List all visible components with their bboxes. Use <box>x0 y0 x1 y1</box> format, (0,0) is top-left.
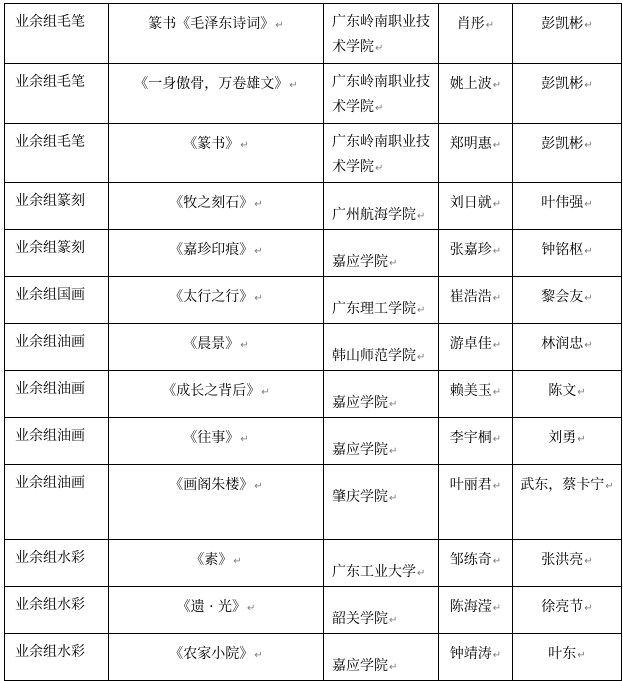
student-name-cell-text: 邹练奇 <box>449 552 492 568</box>
category-cell <box>5 183 109 230</box>
teacher-name-cell-text: 钟铭枢 <box>541 242 584 258</box>
category-cell-text: 业余组篆刻 <box>15 240 85 256</box>
student-name-cell <box>439 124 513 183</box>
cell-end-mark-icon: ↵ <box>492 140 502 151</box>
category-cell <box>5 634 109 681</box>
table-row <box>5 230 622 277</box>
category-cell-text: 业余组篆刻 <box>15 193 85 209</box>
school-cell-text: 广东工业大学 <box>332 564 416 580</box>
cell-end-mark-icon: ↵ <box>417 352 426 363</box>
category-cell <box>5 587 109 634</box>
cell-end-mark-icon: ↵ <box>485 20 495 31</box>
cell-end-mark-icon: ↵ <box>233 556 242 567</box>
category-cell-text: 业余组水彩 <box>15 597 85 613</box>
work-title-cell-text: 《往事》 <box>183 430 240 446</box>
cell-end-mark-icon: ↵ <box>417 211 426 222</box>
school-cell-text: 嘉应学院 <box>332 254 388 270</box>
cell-end-mark-icon: ↵ <box>246 603 256 614</box>
table-row <box>5 324 622 371</box>
school-cell <box>324 634 439 681</box>
cell-end-mark-icon: ↵ <box>254 199 263 210</box>
teacher-name-cell <box>513 230 622 277</box>
category-cell-text: 业余组毛笔 <box>15 14 85 30</box>
cell-end-mark-icon: ↵ <box>492 80 502 91</box>
school-cell <box>324 124 439 183</box>
school-cell <box>324 587 439 634</box>
student-name-cell <box>439 183 513 230</box>
category-cell-text: 业余组毛笔 <box>15 134 85 150</box>
cell-end-mark-icon: ↵ <box>577 387 586 398</box>
school-cell-text: 韩山师范学院 <box>332 348 416 364</box>
teacher-name-cell <box>513 124 622 183</box>
cell-end-mark-icon: ↵ <box>584 293 593 304</box>
school-cell-text: 嘉应学院 <box>332 395 388 411</box>
student-name-cell-text: 崔浩浩 <box>449 289 492 305</box>
work-title-cell-text: 篆书《毛泽东诗词》 <box>148 16 275 32</box>
school-cell-text: 广东岭南职业技术学院 <box>332 14 430 55</box>
cell-end-mark-icon: ↵ <box>254 481 263 492</box>
teacher-name-cell-text: 张洪亮 <box>541 552 584 568</box>
school-cell-text: 韶关学院 <box>332 611 388 627</box>
student-name-cell-text: 钟靖涛 <box>449 646 492 662</box>
cell-end-mark-icon: ↵ <box>492 199 502 210</box>
teacher-name-cell <box>513 587 622 634</box>
school-cell-text: 嘉应学院 <box>332 442 388 458</box>
cell-end-mark-icon: ↵ <box>289 80 298 91</box>
cell-end-mark-icon: ↵ <box>375 43 384 54</box>
category-cell <box>5 418 109 465</box>
cell-end-mark-icon: ↵ <box>375 163 384 174</box>
student-name-cell <box>439 371 513 418</box>
school-cell-text: 肇庆学院 <box>332 489 388 505</box>
cell-end-mark-icon: ↵ <box>584 340 593 351</box>
cell-end-mark-icon: ↵ <box>389 493 398 504</box>
work-title-cell-text: 《成长之背后》 <box>162 383 261 399</box>
teacher-name-cell-text: 陈文 <box>548 383 577 399</box>
teacher-name-cell-text: 武东，蔡卡宁 <box>520 477 605 493</box>
cell-end-mark-icon: ↵ <box>275 20 284 31</box>
cell-end-mark-icon: ↵ <box>492 556 502 567</box>
work-title-cell-text: 《晨景》 <box>183 336 240 352</box>
category-cell-text: 业余组油画 <box>15 428 85 444</box>
table-row <box>5 418 622 465</box>
teacher-name-cell <box>513 465 622 540</box>
awards-table-body <box>5 4 622 681</box>
student-name-cell-text: 姚上波 <box>449 76 492 92</box>
table-row <box>5 371 622 418</box>
cell-end-mark-icon: ↵ <box>584 80 593 91</box>
category-cell-text: 业余组油画 <box>15 381 85 397</box>
cell-end-mark-icon: ↵ <box>584 20 593 31</box>
teacher-name-cell-text: 黎会友 <box>541 289 584 305</box>
teacher-name-cell-text: 叶伟强 <box>541 195 584 211</box>
category-cell-text: 业余组油画 <box>15 475 85 491</box>
work-title-cell <box>109 324 324 371</box>
cell-end-mark-icon: ↵ <box>240 434 249 445</box>
awards-table <box>4 3 622 681</box>
teacher-name-cell-text: 刘勇 <box>548 430 577 446</box>
work-title-cell <box>109 371 324 418</box>
work-title-cell-text: 《牧之刻石》 <box>169 195 254 211</box>
cell-end-mark-icon: ↵ <box>492 603 502 614</box>
table-row <box>5 4 622 64</box>
student-name-cell-text: 刘日就 <box>449 195 492 211</box>
cell-end-mark-icon: ↵ <box>492 340 502 351</box>
teacher-name-cell <box>513 371 622 418</box>
school-cell-text: 广东岭南职业技术学院 <box>332 74 430 115</box>
student-name-cell-text: 郑明惠 <box>449 136 492 152</box>
table-row <box>5 587 622 634</box>
cell-end-mark-icon: ↵ <box>254 293 263 304</box>
table-row <box>5 540 622 587</box>
school-cell-text: 嘉应学院 <box>332 658 388 674</box>
category-cell <box>5 371 109 418</box>
teacher-name-cell-text: 彭凯彬 <box>541 76 584 92</box>
work-title-cell-text: 《一身傲骨，万卷雄文》 <box>134 76 289 92</box>
cell-end-mark-icon: ↵ <box>584 246 593 257</box>
table-row <box>5 634 622 681</box>
teacher-name-cell-text: 林润忠 <box>541 336 584 352</box>
teacher-name-cell-text: 彭凯彬 <box>541 16 584 32</box>
work-title-cell <box>109 64 324 124</box>
student-name-cell <box>439 4 513 64</box>
table-row <box>5 64 622 124</box>
work-title-cell-text: 《嘉珍印痕》 <box>169 242 254 258</box>
school-cell-text: 广州航海学院 <box>332 207 416 223</box>
student-name-cell-text: 李宇桐 <box>449 430 492 446</box>
work-title-cell <box>109 634 324 681</box>
student-name-cell <box>439 324 513 371</box>
cell-end-mark-icon: ↵ <box>389 662 398 673</box>
school-cell <box>324 64 439 124</box>
table-row <box>5 124 622 183</box>
cell-end-mark-icon: ↵ <box>389 399 398 410</box>
work-title-cell <box>109 587 324 634</box>
cell-end-mark-icon: ↵ <box>584 140 593 151</box>
school-cell <box>324 324 439 371</box>
teacher-name-cell <box>513 634 622 681</box>
table-row <box>5 183 622 230</box>
category-cell-text: 业余组国画 <box>15 287 85 303</box>
student-name-cell <box>439 540 513 587</box>
work-title-cell <box>109 183 324 230</box>
category-cell <box>5 465 109 540</box>
cell-end-mark-icon: ↵ <box>389 258 398 269</box>
school-cell <box>324 418 439 465</box>
work-title-cell <box>109 124 324 183</box>
student-name-cell <box>439 277 513 324</box>
student-name-cell-text: 陈海滢 <box>449 599 492 615</box>
cell-end-mark-icon: ↵ <box>240 340 249 351</box>
cell-end-mark-icon: ↵ <box>417 568 426 579</box>
cell-end-mark-icon: ↵ <box>389 446 398 457</box>
cell-end-mark-icon: ↵ <box>492 434 502 445</box>
teacher-name-cell <box>513 540 622 587</box>
teacher-name-cell-text: 徐亮节 <box>541 599 584 615</box>
work-title-cell <box>109 540 324 587</box>
work-title-cell <box>109 465 324 540</box>
student-name-cell-text: 游卓佳 <box>449 336 492 352</box>
category-cell-text: 业余组水彩 <box>15 644 85 660</box>
table-row <box>5 277 622 324</box>
cell-end-mark-icon: ↵ <box>254 650 263 661</box>
school-cell-text: 广东理工学院 <box>332 301 416 317</box>
cell-end-mark-icon: ↵ <box>492 387 502 398</box>
work-title-cell-text: 《篆书》 <box>183 136 240 152</box>
school-cell <box>324 230 439 277</box>
school-cell <box>324 277 439 324</box>
student-name-cell-text: 赖美玉 <box>449 383 492 399</box>
category-cell <box>5 540 109 587</box>
cell-end-mark-icon: ↵ <box>375 103 384 114</box>
cell-end-mark-icon: ↵ <box>254 246 263 257</box>
teacher-name-cell-text: 彭凯彬 <box>541 136 584 152</box>
cell-end-mark-icon: ↵ <box>492 293 502 304</box>
cell-end-mark-icon: ↵ <box>261 387 270 398</box>
cell-end-mark-icon: ↵ <box>577 434 586 445</box>
category-cell <box>5 4 109 64</box>
work-title-cell <box>109 230 324 277</box>
category-cell-text: 业余组水彩 <box>15 550 85 566</box>
cell-end-mark-icon: ↵ <box>584 603 593 614</box>
teacher-name-cell <box>513 4 622 64</box>
cell-end-mark-icon: ↵ <box>584 199 593 210</box>
student-name-cell-text: 叶丽君 <box>449 477 492 493</box>
cell-end-mark-icon: ↵ <box>584 556 593 567</box>
category-cell <box>5 277 109 324</box>
category-cell-text: 业余组油画 <box>15 334 85 350</box>
school-cell-text: 广东岭南职业技术学院 <box>332 134 430 175</box>
teacher-name-cell <box>513 418 622 465</box>
student-name-cell <box>439 634 513 681</box>
student-name-cell <box>439 230 513 277</box>
student-name-cell-text: 张嘉珍 <box>449 242 492 258</box>
teacher-name-cell <box>513 277 622 324</box>
work-title-cell-text: 《太行之行》 <box>169 289 254 305</box>
work-title-cell-text: 《农家小院》 <box>169 646 254 662</box>
table-row <box>5 465 622 540</box>
category-cell <box>5 124 109 183</box>
student-name-cell-text: 肖彤 <box>456 16 485 32</box>
teacher-name-cell <box>513 64 622 124</box>
school-cell <box>324 183 439 230</box>
category-cell-text: 业余组毛笔 <box>15 74 85 90</box>
work-title-cell-text: 《遗 · 光》 <box>176 599 246 615</box>
cell-end-mark-icon: ↵ <box>492 246 502 257</box>
student-name-cell <box>439 418 513 465</box>
school-cell <box>324 465 439 540</box>
cell-end-mark-icon: ↵ <box>492 481 502 492</box>
school-cell <box>324 371 439 418</box>
work-title-cell-text: 《素》 <box>190 552 233 568</box>
student-name-cell <box>439 465 513 540</box>
cell-end-mark-icon: ↵ <box>389 615 398 626</box>
category-cell <box>5 230 109 277</box>
work-title-cell <box>109 4 324 64</box>
category-cell <box>5 64 109 124</box>
work-title-cell <box>109 277 324 324</box>
school-cell <box>324 4 439 64</box>
cell-end-mark-icon: ↵ <box>240 140 249 151</box>
cell-end-mark-icon: ↵ <box>417 305 426 316</box>
student-name-cell <box>439 64 513 124</box>
teacher-name-cell-text: 叶东 <box>548 646 577 662</box>
work-title-cell <box>109 418 324 465</box>
teacher-name-cell <box>513 183 622 230</box>
student-name-cell <box>439 587 513 634</box>
work-title-cell-text: 《画阁朱楼》 <box>169 477 254 493</box>
teacher-name-cell <box>513 324 622 371</box>
category-cell <box>5 324 109 371</box>
cell-end-mark-icon: ↵ <box>577 650 586 661</box>
cell-end-mark-icon: ↵ <box>492 650 502 661</box>
cell-end-mark-icon: ↵ <box>605 481 614 492</box>
school-cell <box>324 540 439 587</box>
